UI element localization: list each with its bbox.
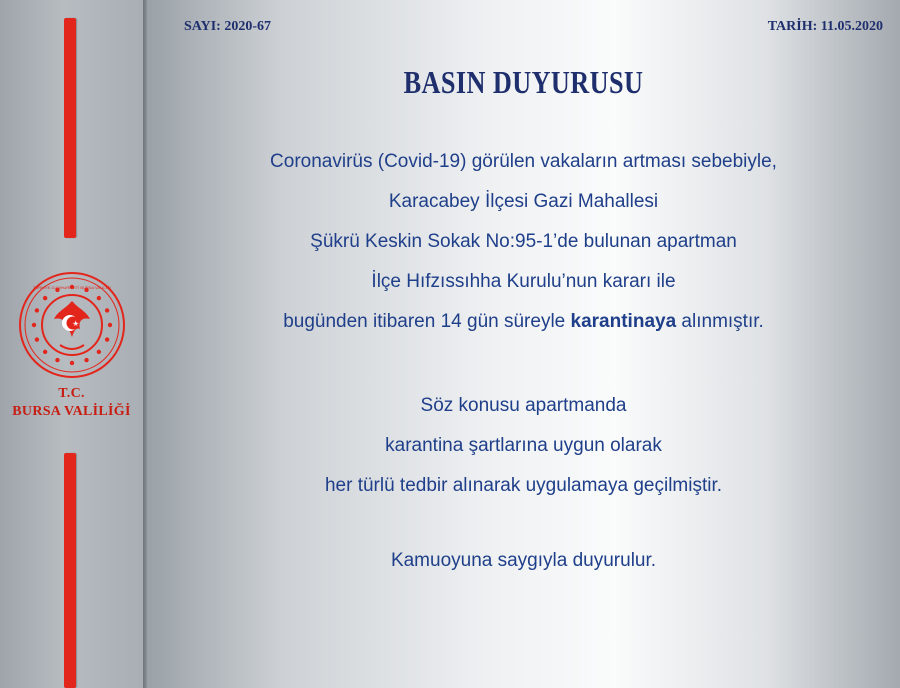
svg-text:TÜRKİYE CUMHURİYETİ BURSA VALİ: TÜRKİYE CUMHURİYETİ BURSA VALİLİĞİ <box>33 285 111 290</box>
emblem-star <box>32 323 36 327</box>
red-bar-bottom <box>64 453 76 688</box>
emblem-star <box>70 361 74 365</box>
paragraph-1 <box>147 142 900 342</box>
text-line: İlçe Hıfzıssıhha Kurulu’nun kararı ile <box>371 271 676 292</box>
emblem-star <box>105 308 109 312</box>
emblem-star <box>55 358 59 362</box>
emblem-star <box>97 296 101 300</box>
paragraph-2 <box>147 386 900 506</box>
emblem-star <box>108 323 112 327</box>
emblem-star <box>35 308 39 312</box>
bold-keyword: karantinaya <box>570 311 677 332</box>
emblem-star <box>105 337 109 341</box>
document-date: TARİH: 11.05.2020 <box>767 19 883 34</box>
gov-title-name: BURSA VALİLİĞİ <box>12 404 131 419</box>
text-line: Söz konusu apartmanda <box>420 395 627 416</box>
emblem-star <box>43 350 47 354</box>
announcement-panel <box>147 0 900 688</box>
text-line: Şükrü Keskin Sokak No:95-1’de bulunan apartman <box>310 231 737 252</box>
bursa-valiligi-emblem-icon <box>18 271 126 379</box>
document-number: SAYI: 2020-67 <box>184 19 271 34</box>
text-line: Kamuoyuna saygıyla duyurulur. <box>390 550 657 571</box>
emblem-star <box>43 296 47 300</box>
text-line: Coronavirüs (Covid-19) görülen vakaların artması sebebiyle, <box>270 151 777 172</box>
text-line: karantina şartlarına uygun olarak <box>385 435 662 456</box>
emblem-star <box>84 358 88 362</box>
text-segment: bugünden itibaren 14 gün süreyle <box>283 311 571 332</box>
gov-title-tc: T.C. <box>58 386 85 401</box>
emblem-star <box>35 337 39 341</box>
text-segment: alınmıştır. <box>676 311 764 332</box>
red-bar-top <box>64 18 76 238</box>
text-line: Karacabey İlçesi Gazi Mahallesi <box>388 191 659 212</box>
closing-line <box>147 541 900 581</box>
text-line: her türlü tedbir alınarak uygulamaya geçilmiştir. <box>324 475 723 496</box>
page-title: BASIN DUYURUSU <box>403 64 644 100</box>
emblem-star <box>97 350 101 354</box>
text-line <box>147 302 900 342</box>
sidebar <box>0 0 143 688</box>
